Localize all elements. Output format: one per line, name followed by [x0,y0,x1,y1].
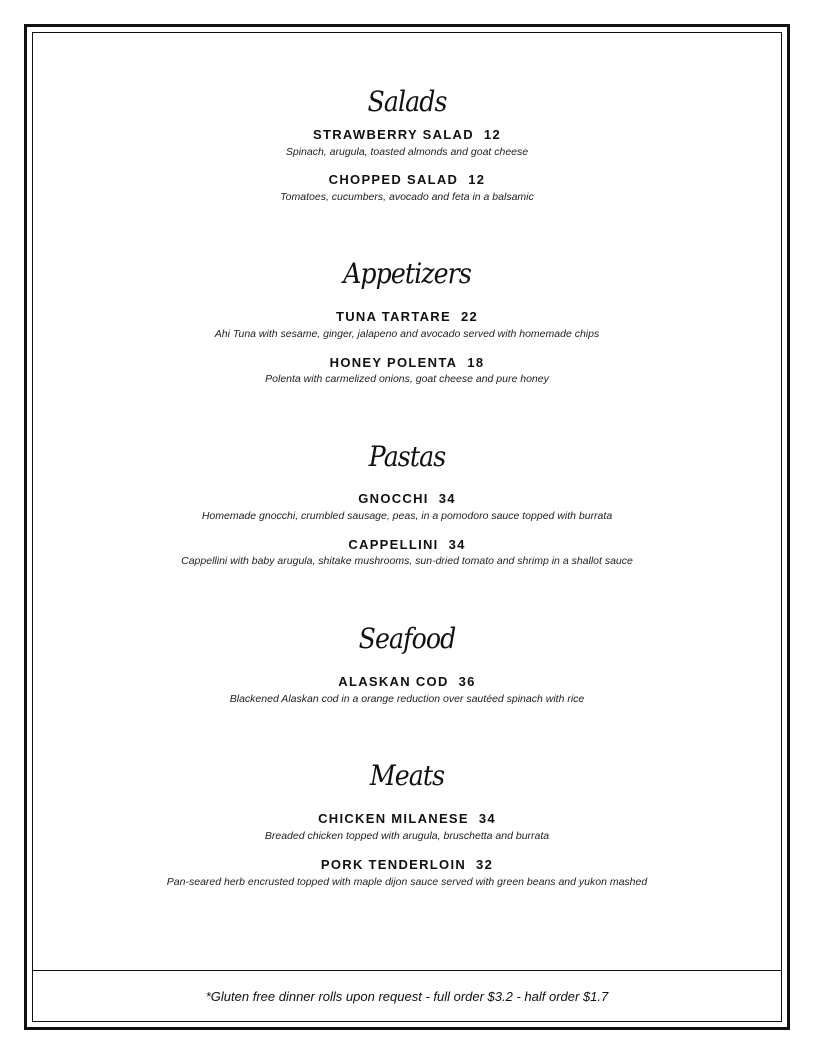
section-title-seafood: Seafood [358,622,456,655]
menu-item-description: Polenta with carmelized onions, goat cheese and pure honey [265,373,549,385]
item-name-text: GNOCCHI [358,491,429,506]
menu-item-description: Ahi Tuna with sesame, ginger, jalapeno and avocado served with homemade chips [214,328,600,340]
menu-item-description: Spinach, arugula, toasted almonds and goat cheese [285,146,529,158]
menu-item-name [0,127,814,143]
item-name-text: CHOPPED SALAD [328,172,459,187]
menu-item-description: Cappellini with baby arugula, shitake mushrooms, sun-dried tomato and shrimp in a shallot sauce [181,555,633,567]
footer-note: *Gluten free dinner rolls upon request - full order $3.2 - half order $1.7 [205,989,609,1004]
menu-item-name [0,857,814,873]
menu-item-description: Pan-seared herb encrusted topped with maple dijon sauce served with green beans and yukon mashed [166,876,648,888]
footer-divider [32,970,782,971]
item-price: 34 [448,537,466,552]
item-name-text: PORK TENDERLOIN [320,857,467,872]
item-price: 18 [467,355,485,370]
item-price: 12 [468,172,486,187]
item-price: 22 [460,309,479,324]
item-name-text: HONEY POLENTA [329,355,458,370]
menu-item-name [0,355,814,371]
item-name-text: CHICKEN MILANESE [318,811,469,826]
section-title-appetizers: Appetizers [343,257,471,290]
menu-item-description: Tomatoes, cucumbers, avocado and feta in a balsamic [280,191,534,203]
item-price: 34 [478,811,496,826]
section-title-pastas: Pastas [368,440,446,473]
item-name-text: STRAWBERRY SALAD [313,127,474,142]
section-title-meats: Meats [369,759,445,792]
menu-item-name [0,811,814,827]
item-price: 34 [438,491,456,506]
item-name-text: CAPPELLINI [348,537,439,552]
menu-item-description: Blackened Alaskan cod in a orange reduction over sautéed spinach with rice [229,693,585,705]
menu-item-name [0,172,814,188]
menu-item-name [0,491,814,507]
menu-item-description: Homemade gnocchi, crumbled sausage, peas, in a pomodoro sauce topped with burrata [201,510,613,522]
menu-item-name [0,309,814,325]
item-price: 12 [483,127,501,142]
item-price: 36 [458,674,476,689]
menu-item-name [0,537,814,553]
item-name-text: ALASKAN COD [338,674,449,689]
item-price: 32 [476,857,494,872]
menu-item-description: Breaded chicken topped with arugula, bruschetta and burrata [264,830,550,842]
section-title-salads: Salads [367,85,447,118]
menu-item-name [0,674,814,690]
item-name-text: TUNA TARTARE [335,309,451,324]
